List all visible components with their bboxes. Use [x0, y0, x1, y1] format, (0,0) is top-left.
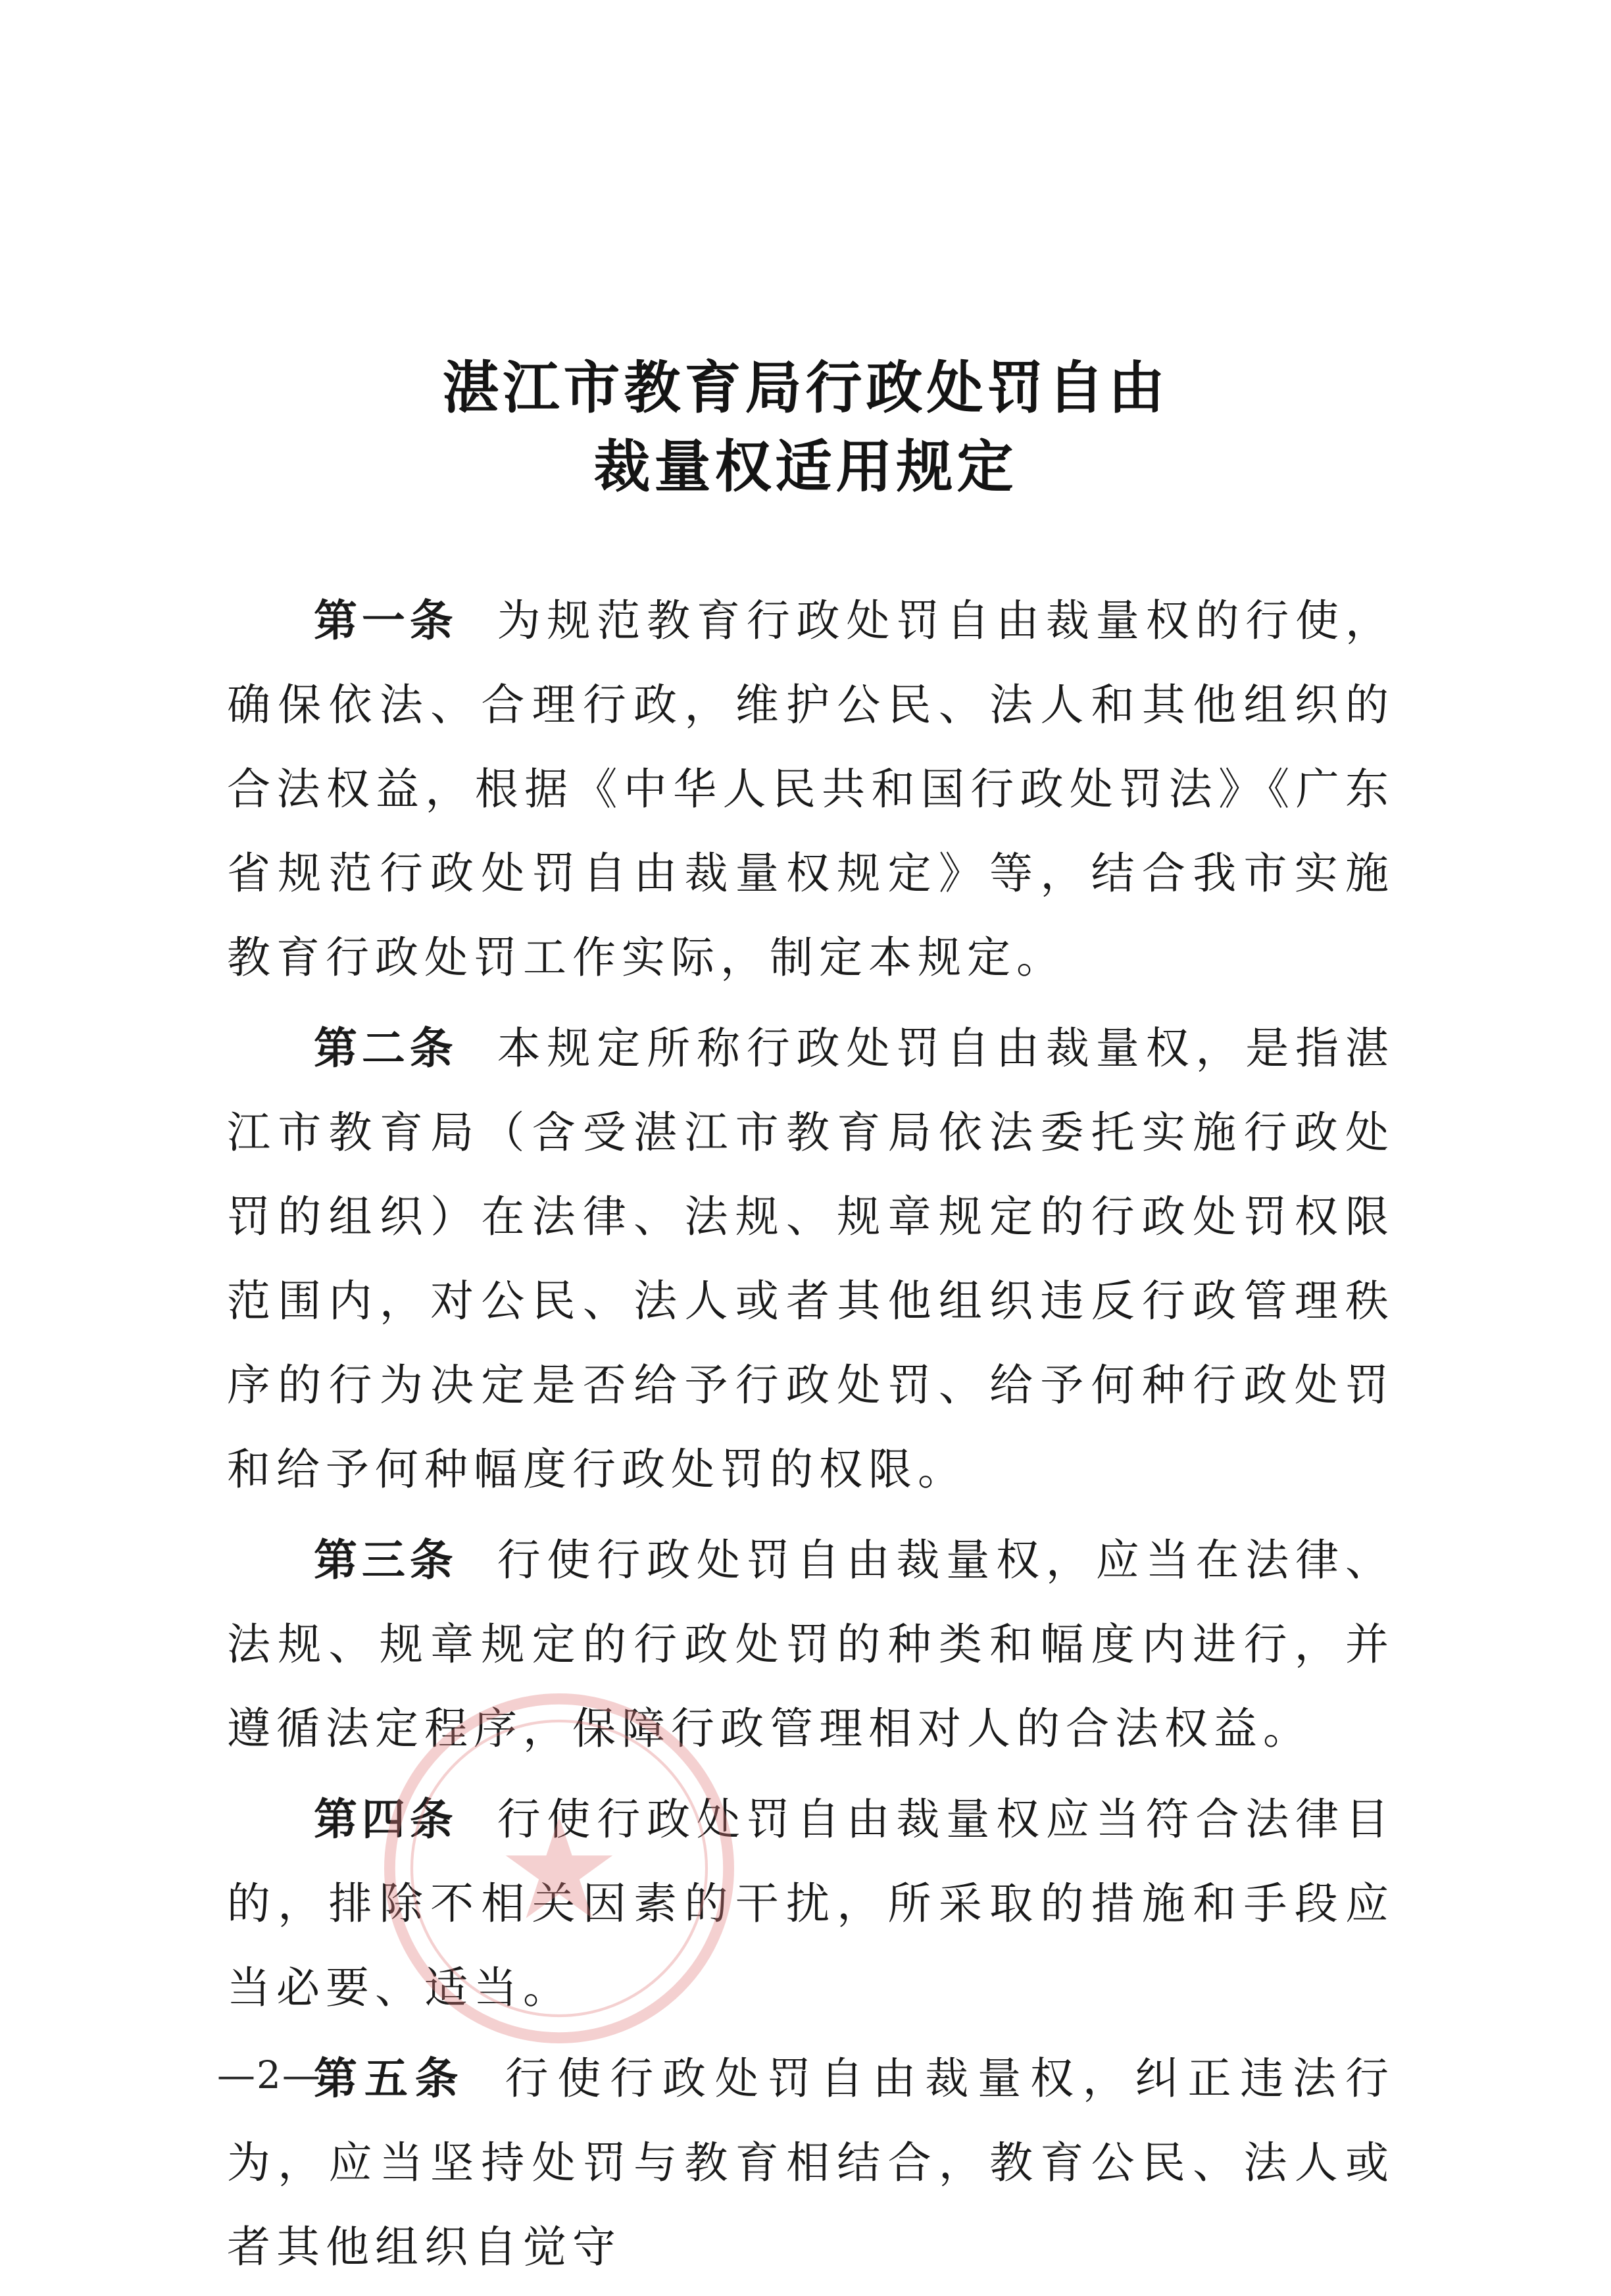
document-title-line1: 湛江市教育局行政处罚自由	[442, 355, 1169, 421]
document-title-line2: 裁量权适用规定	[593, 434, 1018, 500]
article-heading: 第三条	[314, 1535, 458, 1585]
article-heading: 第二条	[314, 1023, 458, 1074]
article-heading: 第一条	[314, 595, 458, 646]
document-body	[227, 579, 1395, 2296]
article-heading: 第五条	[314, 2053, 466, 2104]
article-text: 为规范教育行政处罚自由裁量权的行使，确保依法、合理行政，维护公民、法人和其他组织的合法权益，根据《中华人民共和国行政处罚法》《广东省规范行政处罚自由裁量权规定》等，结合我市实施教育行政处罚工作实际，制定本规定。	[227, 595, 1395, 983]
article-2	[227, 1007, 1395, 1512]
article-text: 行使行政处罚自由裁量权，纠正违法行为，应当坚持处罚与教育相结合，教育公民、法人或者其他组织自觉守	[227, 2053, 1395, 2272]
article-5	[227, 2037, 1395, 2289]
article-heading: 第四条	[314, 1794, 458, 1845]
article-3	[227, 1518, 1395, 1771]
article-4	[227, 1778, 1395, 2030]
article-1	[227, 579, 1395, 1000]
article-text: 行使行政处罚自由裁量权应当符合法律目的，排除不相关因素的干扰，所采取的措施和手段应当必要、适当。	[227, 1794, 1395, 2013]
page-number: —2—	[217, 2053, 322, 2097]
article-text: 本规定所称行政处罚自由裁量权，是指湛江市教育局（含受湛江市教育局依法委托实施行政处罚的组织）在法律、法规、规章规定的行政处罚权限范围内，对公民、法人或者其他组织违反行政管理秩序的行为决定是否给予行政处罚、给予何种行政处罚和给予何种幅度行政处罚的权限。	[227, 1023, 1395, 1495]
article-text: 行使行政处罚自由裁量权，应当在法律、法规、规章规定的行政处罚的种类和幅度内进行，并遵循法定程序，保障行政管理相对人的合法权益。	[227, 1535, 1395, 1754]
